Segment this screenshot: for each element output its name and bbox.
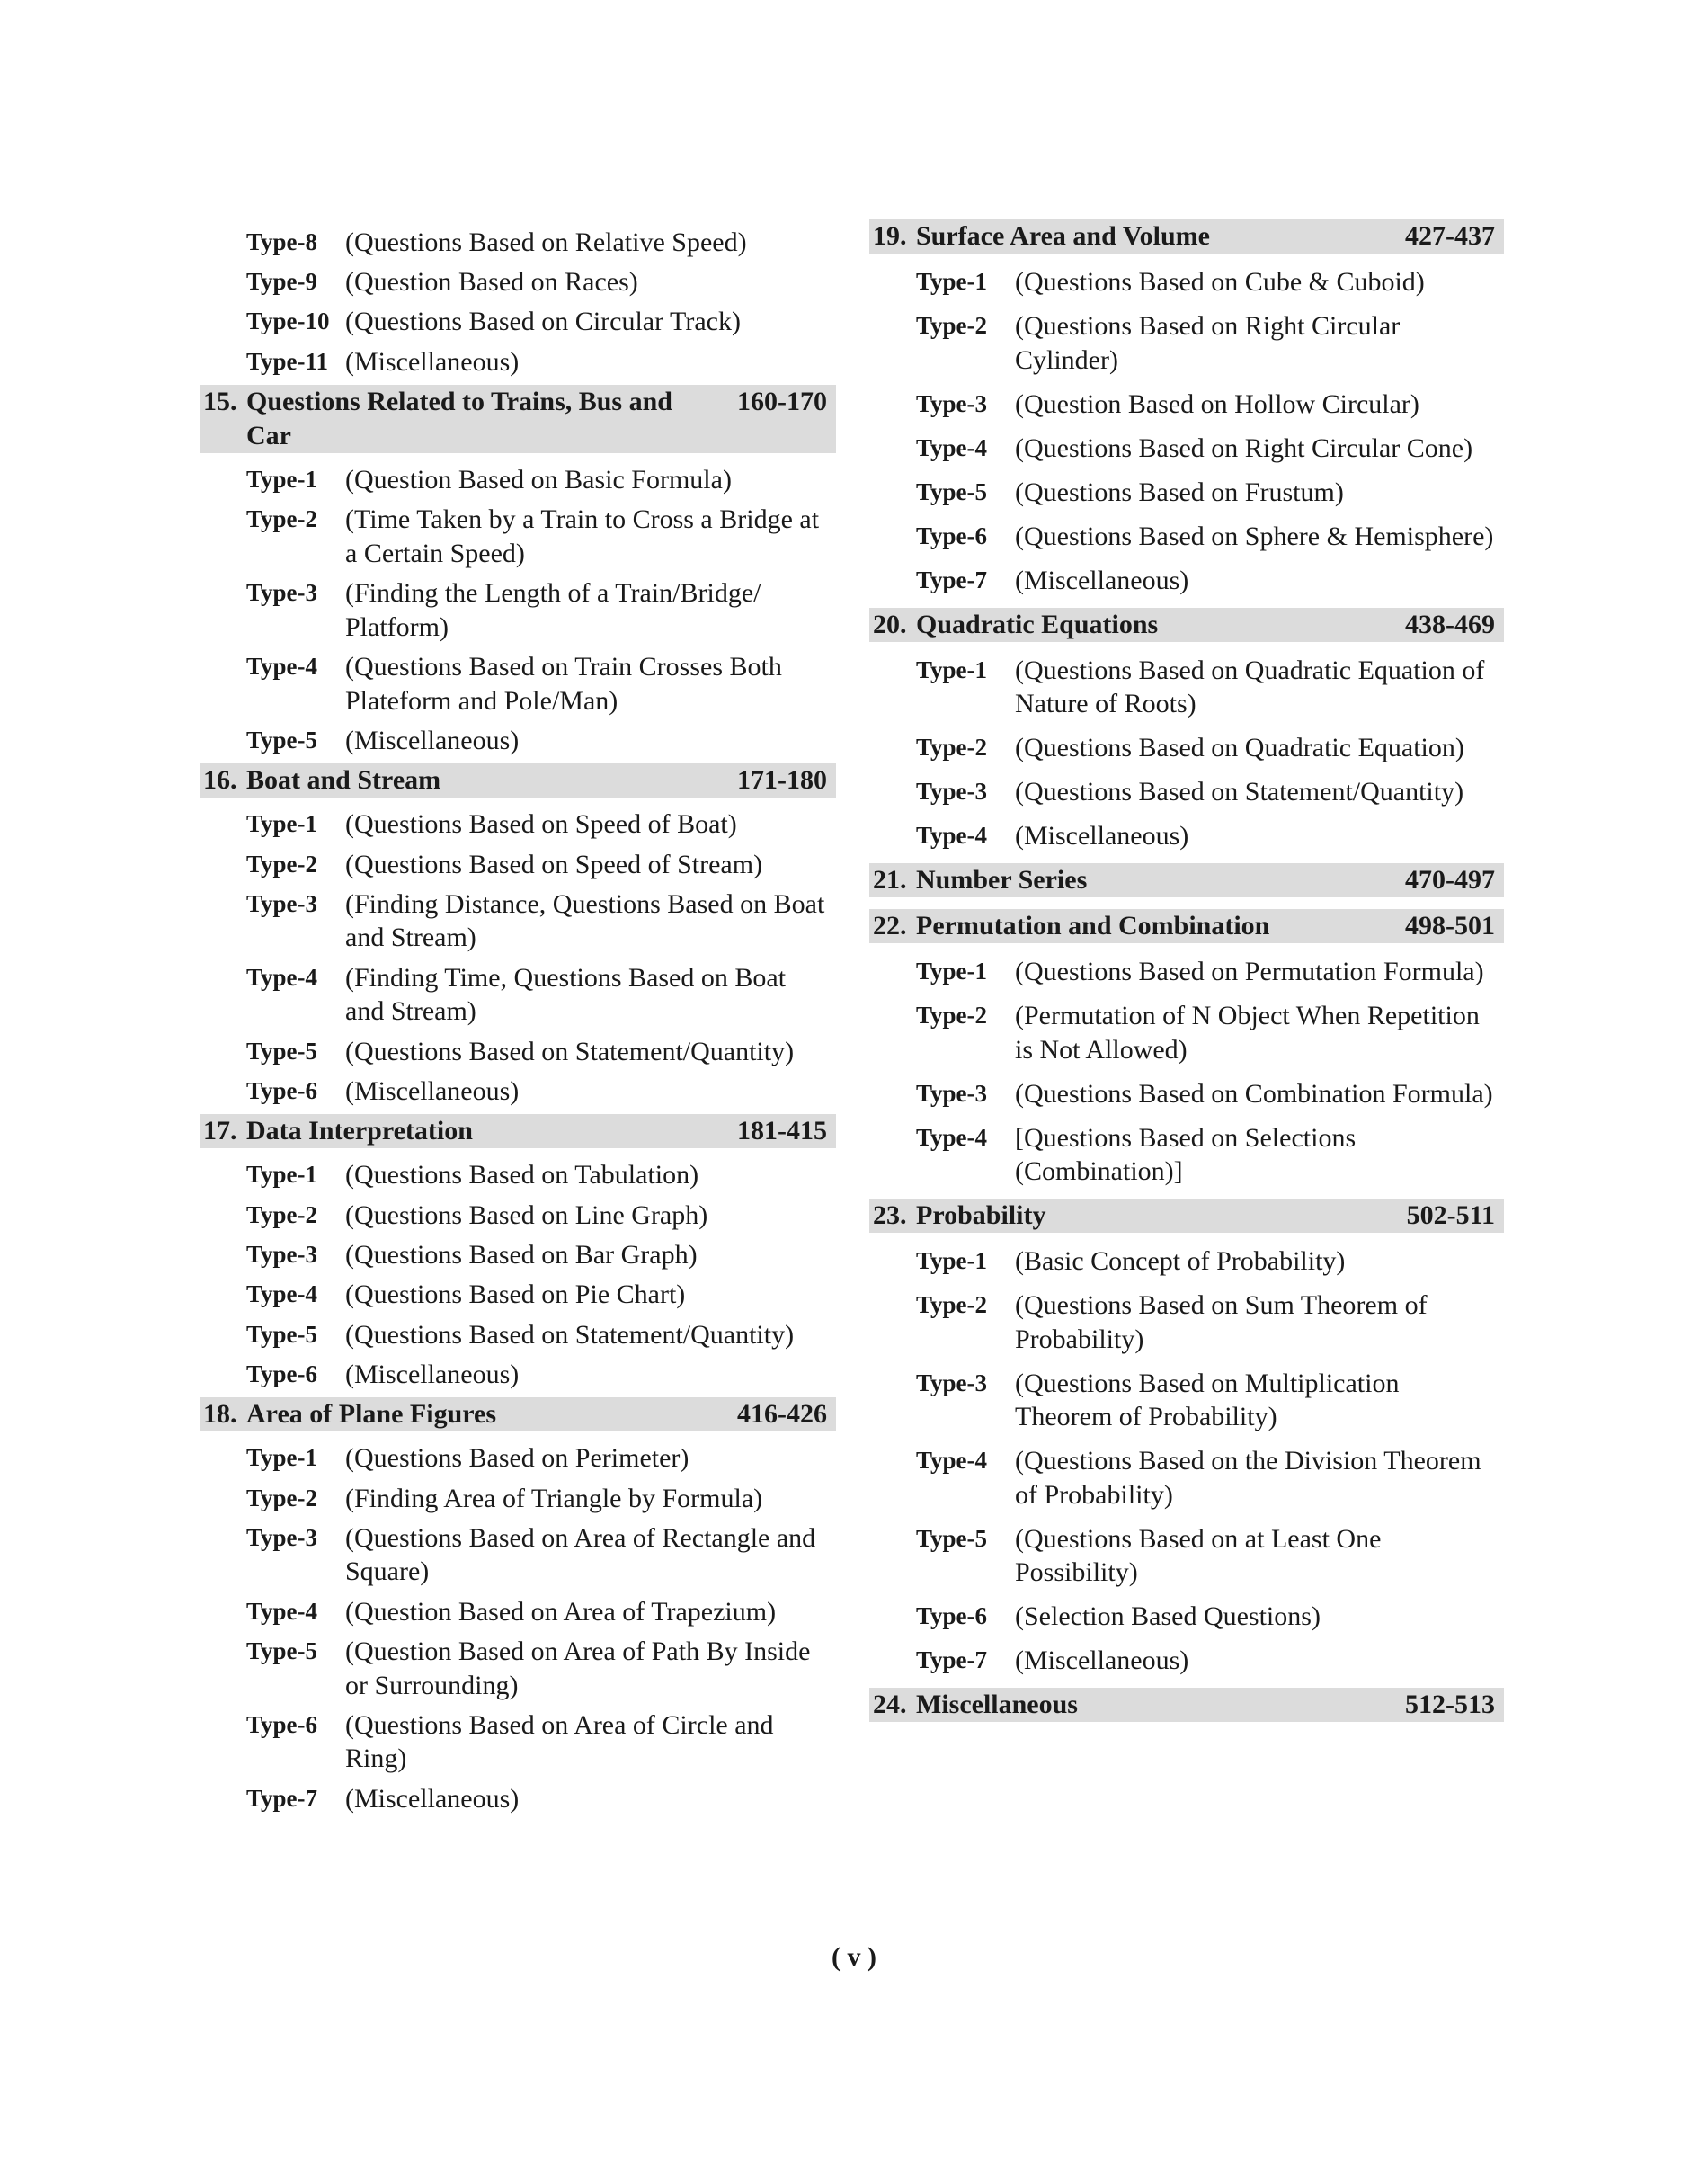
type-label: Type-4 [246,1597,317,1625]
type-label: Type-4 [916,1447,987,1474]
type-entry [869,1121,1504,1189]
type-label: Type-4 [246,963,317,991]
type-label: Type-9 [246,268,317,296]
type-entry [869,999,1504,1066]
type-label: Type-5 [246,1637,317,1665]
type-entry [869,1077,1504,1111]
section-header [869,219,1504,254]
type-description: [Questions Based on Selections (Combination)] [1015,1122,1357,1186]
type-entry [200,961,836,1029]
section-header [200,763,836,798]
right-column [869,219,1504,1734]
type-entry [200,1035,836,1069]
section-number: 16. [203,765,237,796]
type-label: Type-2 [916,1002,987,1029]
page-number: ( v ) [832,1942,876,1972]
type-description: (Questions Based on Cube & Cuboid) [1015,267,1425,297]
section-header [869,909,1504,943]
type-entry [200,305,836,339]
type-label: Type-4 [916,1123,987,1151]
section-page-range: 427-437 [1405,221,1495,251]
type-entry [869,1289,1504,1356]
type-label: Type-3 [246,1240,317,1268]
section-title: Data Interpretation [246,1116,473,1146]
type-label: Type-4 [916,822,987,849]
type-description: (Questions Based on Speed of Stream) [345,849,763,879]
type-label: Type-5 [246,726,317,754]
type-description: (Questions Based on Frustum) [1015,477,1344,507]
type-description: (Questions Based on Train Crosses Both Plateform and Pole/Man) [345,652,782,716]
type-label: Type-3 [916,1079,987,1107]
type-entry [200,265,836,299]
type-label: Type-6 [246,1360,317,1387]
type-description: (Questions Based on Area of Rectangle and Square) [345,1522,816,1587]
section-number: 17. [203,1116,237,1146]
type-label: Type-3 [246,579,317,607]
type-label: Type-10 [246,308,330,335]
type-description: (Question Based on Races) [345,267,638,298]
type-label: Type-8 [246,227,317,255]
type-description: (Questions Based on Bar Graph) [345,1239,698,1270]
type-description: (Question Based on Area of Path By Inside or Surrounding) [345,1636,811,1700]
section-title: Number Series [916,865,1088,895]
type-description: (Questions Based on Area of Circle and Ring) [345,1709,774,1774]
type-label: Type-1 [246,810,317,838]
type-label: Type-2 [916,734,987,761]
type-entry [869,1644,1504,1678]
type-label: Type-1 [246,1161,317,1189]
type-label: Type-1 [246,1444,317,1472]
type-label: Type-11 [246,347,329,375]
type-label: Type-1 [246,466,317,494]
type-description: (Questions Based on Combination Formula) [1015,1078,1493,1109]
type-entry [200,463,836,497]
section-title: Boat and Stream [246,765,441,796]
type-entry [200,1358,836,1392]
type-label: Type-5 [916,1524,987,1552]
type-entry [869,388,1504,422]
section-header [200,1114,836,1148]
type-entry [200,724,836,758]
type-label: Type-2 [916,1291,987,1318]
type-description: (Questions Based on Tabulation) [345,1160,699,1190]
type-label: Type-6 [246,1076,317,1104]
type-entry [200,1782,836,1816]
type-description: (Miscellaneous) [345,1359,520,1389]
type-label: Type-3 [916,1369,987,1396]
type-description: (Questions Based on the Division Theorem of Probability) [1015,1446,1481,1510]
type-entry [200,1441,836,1476]
type-description: (Basic Concept of Probability) [1015,1246,1346,1276]
type-label: Type-3 [246,889,317,917]
type-entry [200,345,836,379]
type-description: (Questions Based on Relative Speed) [345,227,747,257]
section-page-range: 416-426 [737,1399,827,1430]
type-label: Type-3 [246,1523,317,1551]
type-description: (Questions Based on Statement/Quantity) [1015,777,1464,807]
type-description: (Questions Based on Statement/Quantity) [345,1036,795,1066]
type-description: (Finding Distance, Questions Based on Boat and Stream) [345,888,825,953]
type-description: (Questions Based on Speed of Boat) [345,809,737,840]
type-description: (Questions Based on Circular Track) [345,307,741,337]
type-label: Type-6 [916,1602,987,1629]
type-label: Type-7 [916,566,987,593]
section-header [200,385,836,453]
section-number: 22. [873,911,907,941]
type-description: (Questions Based on Right Circular Cylinder) [1015,311,1401,375]
type-description: (Questions Based on Multiplication Theorem of Probability) [1015,1368,1400,1431]
type-label: Type-7 [916,1646,987,1673]
type-description: (Questions Based on Right Circular Cone) [1015,432,1473,463]
section-page-range: 498-501 [1405,911,1495,941]
section-number: 19. [873,221,907,251]
type-entry [869,1244,1504,1279]
type-entry [869,520,1504,554]
type-description: (Permutation of N Object When Repetition is Not Allowed) [1015,1001,1480,1065]
type-description: (Miscellaneous) [1015,821,1189,851]
section-title: Questions Related to Trains, Bus and Car [246,387,672,451]
section-page-range: 470-497 [1405,865,1495,895]
section-number: 15. [203,387,237,417]
section-title: Quadratic Equations [916,609,1159,639]
type-entry [200,576,836,644]
type-description: (Questions Based on Pie Chart) [345,1280,686,1310]
left-column [200,219,836,1822]
type-label: Type-1 [916,1247,987,1274]
section-header [869,863,1504,897]
type-label: Type-4 [916,433,987,461]
type-label: Type-5 [246,1320,317,1348]
type-description: (Question Based on Area of Trapezium) [345,1596,777,1627]
type-entry [200,1075,836,1109]
section-page-range: 181-415 [737,1116,827,1146]
type-entry [869,432,1504,466]
type-label: Type-4 [246,653,317,681]
type-label: Type-5 [916,477,987,505]
section-title: Area of Plane Figures [246,1399,497,1430]
type-description: (Questions Based on Sphere & Hemisphere) [1015,521,1494,551]
section-header [200,1397,836,1431]
type-description: (Miscellaneous) [345,346,520,377]
type-entry [200,1708,836,1776]
type-entry [869,476,1504,510]
section-number: 23. [873,1200,907,1230]
type-label: Type-3 [916,778,987,805]
type-entry [869,1444,1504,1511]
section-number: 20. [873,609,907,639]
type-label: Type-1 [916,958,987,985]
section-page-range: 171-180 [737,765,827,796]
type-label: Type-2 [246,850,317,878]
section-title: Permutation and Combination [916,911,1270,941]
type-label: Type-6 [246,1710,317,1738]
type-entry [200,1521,836,1589]
section-number: 24. [873,1690,907,1719]
type-label: Type-3 [916,389,987,417]
type-label: Type-6 [916,522,987,549]
type-entry [200,1278,836,1312]
type-label: Type-1 [916,655,987,683]
section-title: Miscellaneous [916,1690,1078,1719]
type-description: (Finding the Length of a Train/Bridge/ Platform) [345,578,761,642]
type-description: (Questions Based on Sum Theorem of Probability) [1015,1290,1428,1354]
type-entry [200,807,836,842]
type-entry [869,819,1504,853]
section-header [869,1199,1504,1233]
section-page-range: 160-170 [737,387,827,417]
type-entry [869,1367,1504,1434]
type-description: (Finding Time, Questions Based on Boat and Stream) [345,962,787,1027]
type-description: (Questions Based on Statement/Quantity) [345,1319,795,1350]
section-number: 21. [873,865,907,895]
type-entry [200,1199,836,1233]
type-description: (Time Taken by a Train to Cross a Bridge at a Certain Speed) [345,504,820,568]
type-entry [869,564,1504,598]
section-page-range: 512-513 [1405,1690,1495,1719]
section-header [869,1688,1504,1722]
type-label: Type-2 [246,505,317,533]
type-description: (Selection Based Questions) [1015,1601,1321,1631]
type-entry [200,1158,836,1192]
section-page-range: 502-511 [1406,1200,1495,1230]
type-description: (Miscellaneous) [1015,1645,1189,1675]
type-label: Type-4 [246,1280,317,1308]
type-entry [200,1318,836,1352]
type-entry [869,1600,1504,1634]
type-description: (Questions Based on Perimeter) [345,1443,689,1474]
section-title: Surface Area and Volume [916,221,1210,251]
type-description: (Questions Based on Quadratic Equation) [1015,733,1464,762]
type-entry [200,503,836,570]
type-entry [200,1238,836,1272]
type-description: (Questions Based on Line Graph) [345,1199,708,1230]
type-entry [200,650,836,718]
type-entry [869,1522,1504,1590]
type-entry [200,887,836,955]
type-description: (Miscellaneous) [1015,565,1189,595]
type-entry [869,265,1504,299]
section-page-range: 438-469 [1405,609,1495,639]
section-number: 18. [203,1399,237,1430]
type-label: Type-2 [246,1484,317,1511]
type-entry [869,731,1504,765]
type-label: Type-5 [246,1037,317,1065]
type-entry [200,1635,836,1702]
type-entry [200,848,836,882]
type-description: (Questions Based on at Least One Possibility) [1015,1523,1382,1587]
type-entry [869,309,1504,377]
type-description: (Question Based on Hollow Circular) [1015,388,1419,419]
type-entry [869,775,1504,809]
type-description: (Questions Based on Permutation Formula) [1015,957,1484,986]
section-title: Probability [916,1200,1046,1230]
type-description: (Miscellaneous) [345,725,520,755]
type-entry [200,226,836,260]
type-label: Type-2 [246,1200,317,1228]
type-description: (Finding Area of Triangle by Formula) [345,1483,763,1513]
type-label: Type-7 [246,1784,317,1812]
type-description: (Miscellaneous) [345,1783,520,1814]
type-label: Type-1 [916,268,987,295]
type-description: (Miscellaneous) [345,1075,520,1106]
type-description: (Question Based on Basic Formula) [345,465,732,495]
type-entry [869,654,1504,721]
type-entry [200,1482,836,1516]
section-header [869,608,1504,642]
type-description: (Questions Based on Quadratic Equation of Nature of Roots) [1015,655,1485,718]
type-entry [869,955,1504,989]
type-label: Type-2 [916,312,987,339]
type-entry [200,1595,836,1629]
